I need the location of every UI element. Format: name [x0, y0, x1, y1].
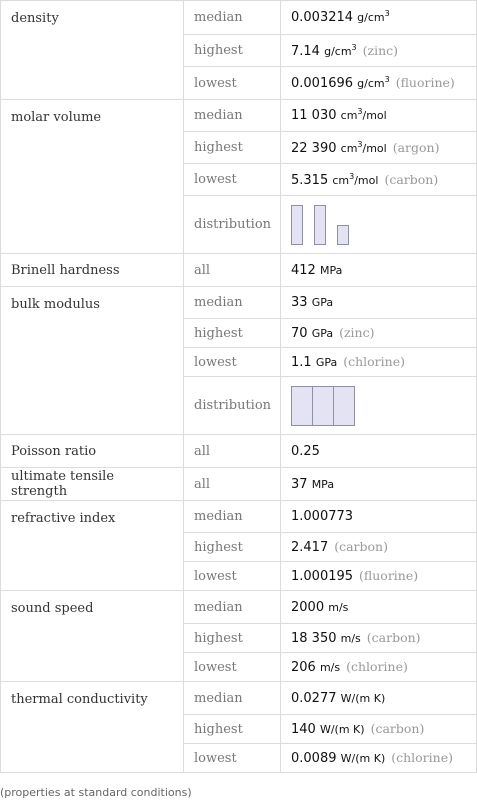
stat-label: all — [184, 435, 281, 468]
stat-label: median — [184, 1, 281, 35]
stat-label: highest — [184, 35, 281, 67]
stat-value: 0.0277 W/(m K) — [281, 682, 477, 715]
stat-value: 70 GPa (zinc) — [281, 319, 477, 348]
histogram-bar — [291, 205, 303, 245]
stat-label: highest — [184, 319, 281, 348]
stat-value: 206 m/s (chlorine) — [281, 653, 477, 682]
distribution-cell — [281, 377, 477, 435]
histogram-bar — [337, 225, 349, 245]
property-label: Brinell hardness — [1, 254, 184, 287]
stat-label: all — [184, 468, 281, 501]
stat-value: 5.315 $cm^3$/mol (carbon) — [281, 164, 477, 196]
stat-label: lowest — [184, 164, 281, 196]
stat-label: highest — [184, 533, 281, 562]
distribution-cell — [281, 196, 477, 254]
table-row — [1, 1, 477, 35]
stat-value: 18 350 m/s (carbon) — [281, 624, 477, 653]
stat-label: distribution — [184, 377, 281, 435]
stat-value: 7.14 $g/cm^3$ (zinc) — [281, 35, 477, 67]
stat-label: highest — [184, 132, 281, 164]
stat-label: all — [184, 254, 281, 287]
molar-volume-histogram — [291, 205, 466, 245]
stat-label: lowest — [184, 744, 281, 773]
stat-label: distribution — [184, 196, 281, 254]
stat-label: highest — [184, 715, 281, 744]
table-row — [1, 591, 477, 624]
stat-label: highest — [184, 624, 281, 653]
stat-label: median — [184, 100, 281, 132]
property-label: sound speed — [1, 591, 184, 682]
histogram-bar — [333, 386, 355, 426]
stat-label: lowest — [184, 348, 281, 377]
property-label: density — [1, 1, 184, 100]
stat-label: lowest — [184, 67, 281, 100]
property-label: refractive index — [1, 501, 184, 591]
stat-value: 0.001696 $g/cm^3$ (fluorine) — [281, 67, 477, 100]
histogram-bar — [291, 386, 313, 426]
stat-value: 37 MPa — [281, 468, 477, 501]
stat-value: 0.0089 W/(m K) (chlorine) — [281, 744, 477, 773]
stat-value: 1.000773 — [281, 501, 477, 533]
stat-label: lowest — [184, 562, 281, 591]
stat-value: 2.417 (carbon) — [281, 533, 477, 562]
stat-label: median — [184, 287, 281, 319]
stat-value: 0.25 — [281, 435, 477, 468]
table-row — [1, 468, 477, 501]
stat-value: 33 GPa — [281, 287, 477, 319]
stat-value: 0.003214 $g/cm^3$ — [281, 1, 477, 35]
property-label: ultimate tensile strength — [1, 468, 184, 501]
table-row — [1, 682, 477, 715]
property-label: Poisson ratio — [1, 435, 184, 468]
stat-value: 11 030 $cm^3$/mol — [281, 100, 477, 132]
stat-value: 2000 m/s — [281, 591, 477, 624]
stat-value: 22 390 $cm^3$/mol (argon) — [281, 132, 477, 164]
table-row — [1, 501, 477, 533]
stat-value: 412 MPa — [281, 254, 477, 287]
property-label: bulk modulus — [1, 287, 184, 435]
stat-value: 1.000195 (fluorine) — [281, 562, 477, 591]
stat-value: 140 W/(m K) (carbon) — [281, 715, 477, 744]
stat-label: lowest — [184, 653, 281, 682]
table-row — [1, 435, 477, 468]
table-row — [1, 254, 477, 287]
stat-label: median — [184, 501, 281, 533]
table-row — [1, 287, 477, 319]
stat-label: median — [184, 682, 281, 715]
histogram-bar — [314, 205, 326, 245]
property-label: thermal conductivity — [1, 682, 184, 773]
table-row — [1, 100, 477, 132]
property-label: molar volume — [1, 100, 184, 254]
bulk-modulus-histogram — [291, 386, 466, 426]
stat-value: 1.1 GPa (chlorine) — [281, 348, 477, 377]
stat-label: median — [184, 591, 281, 624]
histogram-bar — [312, 386, 334, 426]
footnote: (properties at standard conditions) — [0, 786, 192, 799]
